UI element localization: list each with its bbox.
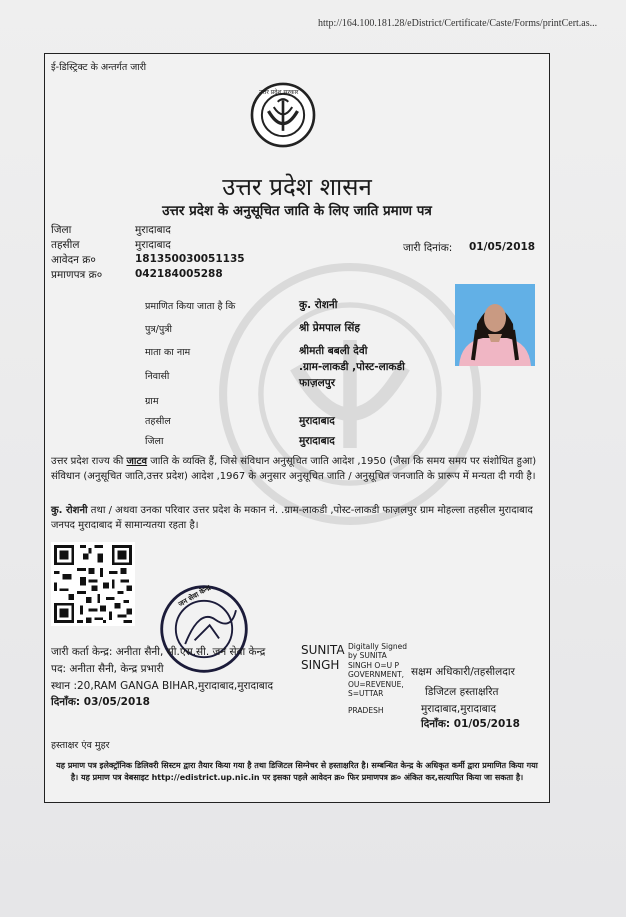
caste-name: जाटव [126, 456, 148, 467]
verification-footer: यह प्रमाण पत्र इलेक्ट्रॉनिक डिलिवरी सिस्टम द्वारा तैयार किया गया है तथा डिजिटल सिग्नेचर से हस्ताक्षरित है। सम्बन्धित केन्द्र के अधिकृत कर्मी द्वारा प्रमाणित किया गया है। यह प्रमाण पत्र वेबसाइट http://edistrict.up.nic.in पर इसका पहले आवेदन क्र० फिर प्रमाणपत्र क्र० अंकित कर,सत्यापित किया जा सकता है। [56, 761, 538, 782]
tehsil-value: मुरादाबाद [135, 239, 171, 251]
signature-detail-line: PRADESH [348, 706, 384, 716]
issuer-post: पद: अनीता सैनी, केन्द्र प्रभारी [51, 663, 164, 675]
tehsil-label: तहसील [51, 239, 80, 251]
district-value: मुरादाबाद [135, 224, 171, 236]
certificate-subtitle: उत्तर प्रदेश के अनुसूचित जाति के लिए जाति प्रमाण पत्र [162, 203, 432, 219]
signature-seal-label: हस्ताक्षर एंव मुहर [51, 740, 110, 751]
parent-name: श्री प्रेमपाल सिंह [299, 322, 360, 334]
watermark-emblem-icon [215, 259, 485, 529]
signer-name-line1: SUNITA [301, 643, 345, 657]
signature-detail-line: OU=REVENUE, [348, 679, 404, 689]
signer-name [301, 643, 345, 673]
signer-name-line2: SINGH [301, 658, 340, 672]
detail-tehsil-value: मुरादाबाद [299, 415, 335, 427]
mother-label: माता का नाम [145, 347, 191, 358]
detail-district-label: जिला [145, 436, 164, 447]
residence-applicant-name: कु. रोशनी [51, 505, 88, 516]
emblem-text: उत्तर प्रदेश सरकार [259, 89, 299, 96]
issuer-date: दिनाँक: 03/05/2018 [51, 696, 150, 708]
authority-date: दिनाँक: 01/05/2018 [421, 718, 520, 730]
caste-certificate [44, 53, 550, 803]
application-number: 181350030051135 [135, 253, 245, 265]
resident-address-line1: .ग्राम-लाकडी ,पोस्ट-लाकडी [299, 361, 405, 373]
stamp-text: जन सेवा केन्द्र [177, 583, 213, 609]
signature-detail-line: S=UTTAR [348, 688, 384, 698]
issue-date-value: 01/05/2018 [469, 241, 536, 253]
certificate-label: प्रमाणपत्र क्र० [51, 269, 103, 281]
district-label: जिला [51, 224, 72, 236]
caste-statement [51, 455, 541, 484]
issued-under-text: ई-डिस्ट्रिक्ट के अन्तर्गत जारी [51, 62, 147, 73]
applicant-photo [455, 284, 535, 366]
issuing-center: जारी कर्ता केन्द्र: अनीता सैनी, सी.एस.सी. जन सेवा केन्द्र [51, 646, 266, 658]
detail-district-value: मुरादाबाद [299, 435, 335, 447]
signature-detail-line: SINGH O=U P [348, 660, 400, 670]
caste-statement-prefix: उत्तर प्रदेश राज्य की [51, 456, 127, 467]
village-label: ग्राम [145, 396, 159, 407]
certificate-number: 042184005288 [135, 268, 223, 280]
authority-location: मुरादाबाद,मुरादाबाद [421, 703, 497, 715]
verification-qr-code [51, 542, 135, 626]
resident-address-line2: फाज़लपुर [299, 377, 335, 389]
detail-tehsil-label: तहसील [145, 416, 171, 427]
print-url: http://164.100.181.28/eDistrict/Certificate/Caste/Forms/printCert.as... [318, 18, 598, 29]
page-title: उत्तर प्रदेश शासन [222, 173, 372, 201]
signature-detail-line: by SUNITA [348, 651, 387, 661]
authority-title: सक्षम अधिकारी/तहसीलदार [411, 666, 515, 678]
signature-detail-line: Digitally Signed [348, 642, 407, 651]
caste-statement-text: जाति के व्यक्ति हैं, जिसे संविधान अनुसूचित जाति आदेश ,1950 (जैसा कि समय समय पर संशोधित हुआ) संविधान (अनुसूचित जाति,उत्तर प्रदेश) आदेश ,1967 के अनुसार अनुसूचित जाति / अनुसूचित जनजाति के प्रारूप में मन्यता दी गयी है। [51, 456, 537, 482]
issue-date-label: जारी दिनांक: [403, 242, 453, 254]
applicant-name: कु. रोशनी [299, 299, 338, 311]
mother-name: श्रीमती बबली देवी [299, 345, 368, 357]
signature-detail-line: GOVERNMENT, [348, 670, 405, 680]
certify-label: प्रमाणित किया जाता है कि [145, 301, 236, 312]
parent-label: पुत्र/पुत्री [145, 324, 172, 335]
issuer-place: स्थान :20,RAM GANGA BIHAR,मुरादाबाद,मुरादाबाद [51, 680, 274, 692]
residence-statement-text: तथा / अथवा उनका परिवार उत्तर प्रदेश के मकान नं. .ग्राम-लाकडी ,पोस्ट-लाकडी फाज़लपुर ग्राम मोहल्ला तहसील मुरादाबाद जनपद मुरादाबाद में सामान्यतया रहता है। [51, 505, 533, 531]
signature-details [348, 642, 407, 716]
authority-digital-sign: डिजिटल हस्ताक्षरित [425, 686, 499, 698]
resident-label: निवासी [145, 371, 170, 382]
residence-statement [51, 504, 541, 533]
application-label: आवेदन क्र० [51, 254, 96, 266]
